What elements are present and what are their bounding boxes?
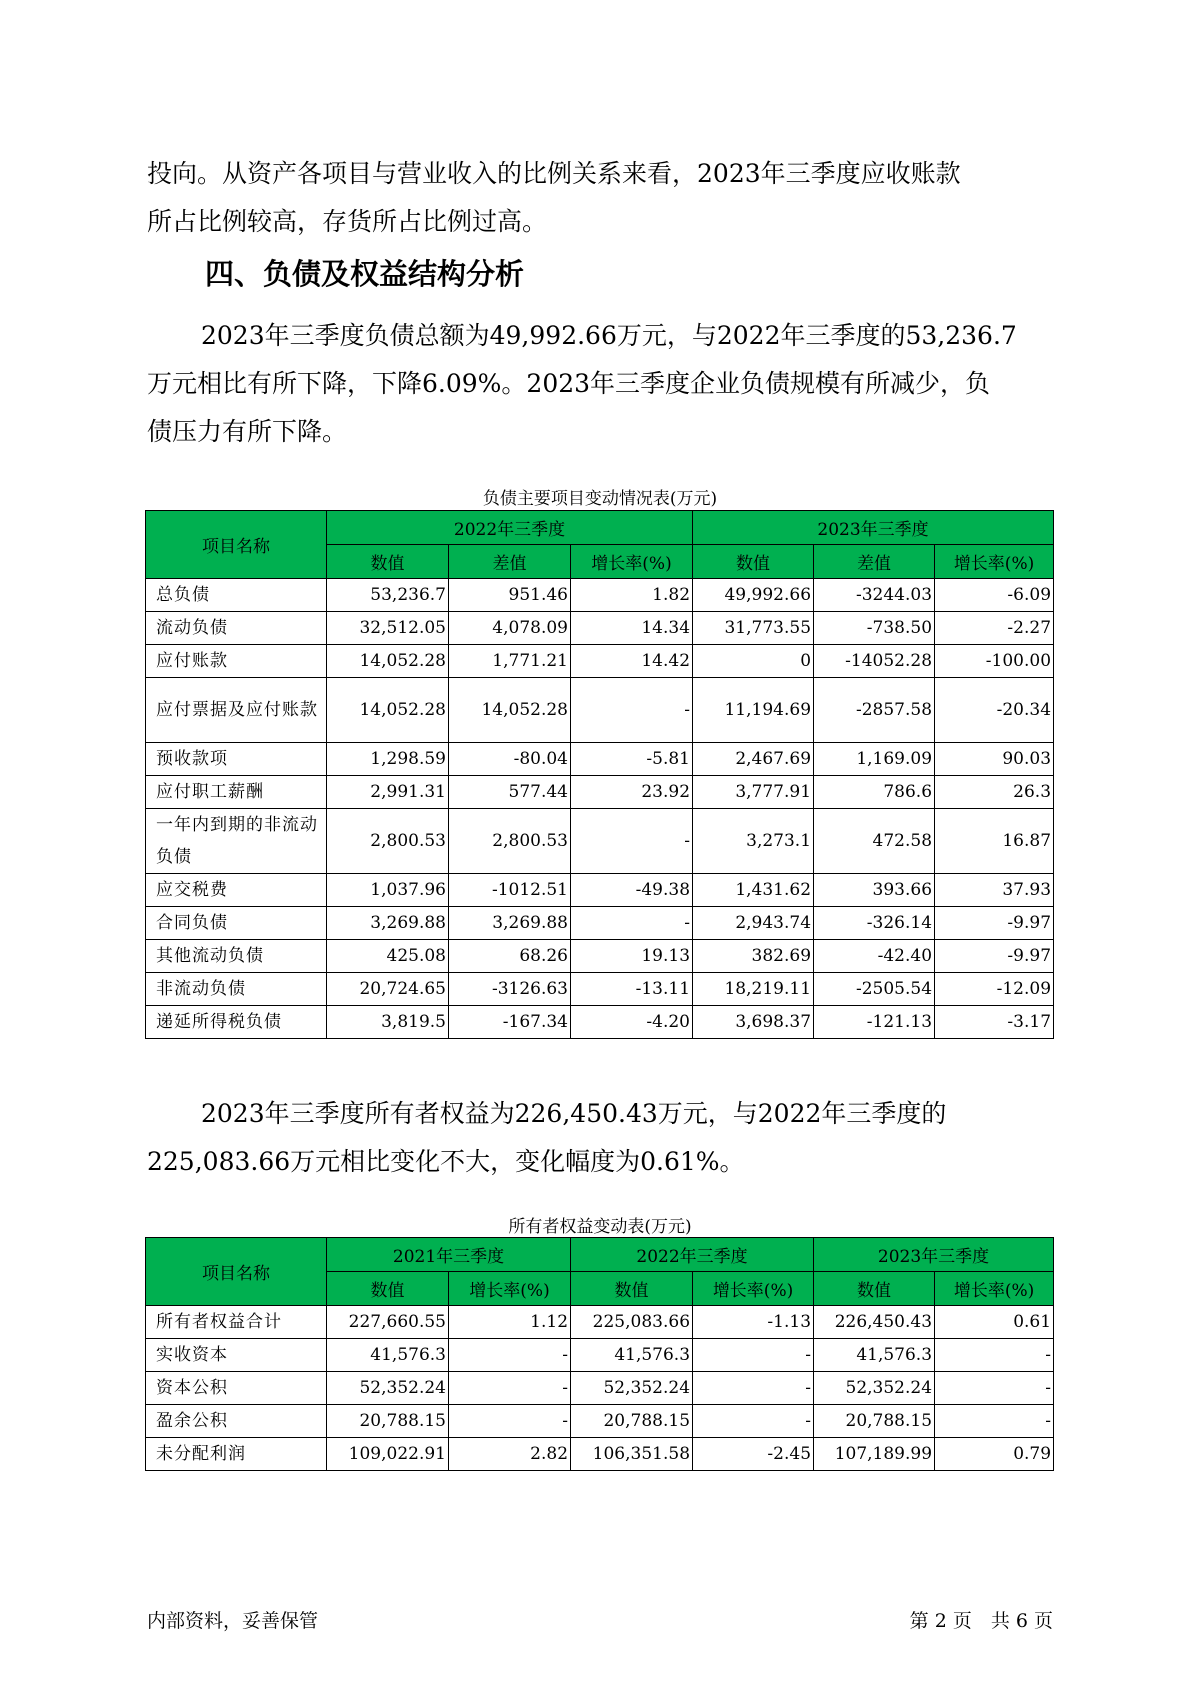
table-cell: - <box>449 1339 571 1372</box>
table-cell: 2,800.53 <box>327 809 449 874</box>
table-cell: -13.11 <box>571 973 693 1006</box>
table-cell: 41,576.3 <box>571 1339 693 1372</box>
table-cell: 393.66 <box>814 874 935 907</box>
liability-table <box>145 510 1054 1039</box>
table-cell: 3,777.91 <box>693 776 814 809</box>
table-cell: -42.40 <box>814 940 935 973</box>
table-cell: 14,052.28 <box>327 645 449 678</box>
table-cell: 107,189.99 <box>814 1438 935 1471</box>
header-item-name: 项目名称 <box>146 1238 327 1306</box>
row-label: 总负债 <box>146 579 327 612</box>
equity-line: 2023年三季度所有者权益为226,450.43万元，与2022年三季度的 <box>201 1099 947 1128</box>
table-cell: 52,352.24 <box>327 1372 449 1405</box>
table-cell: 2,991.31 <box>327 776 449 809</box>
subheader: 数值 <box>571 1272 693 1306</box>
table-cell: 37.93 <box>935 874 1054 907</box>
table-cell: 1.82 <box>571 579 693 612</box>
row-label: 应付账款 <box>146 645 327 678</box>
table-cell: 16.87 <box>935 809 1054 874</box>
table-cell: -167.34 <box>449 1006 571 1039</box>
table-cell: - <box>449 1405 571 1438</box>
table-cell: 3,269.88 <box>449 907 571 940</box>
table-cell: 26.3 <box>935 776 1054 809</box>
table-cell: 0.61 <box>935 1306 1054 1339</box>
table-row <box>146 579 1054 612</box>
row-label: 应交税费 <box>146 874 327 907</box>
table-cell: 14.42 <box>571 645 693 678</box>
table-cell: 425.08 <box>327 940 449 973</box>
table-cell: 11,194.69 <box>693 678 814 743</box>
table-cell: - <box>693 1339 814 1372</box>
subheader: 增长率(%) <box>935 1272 1054 1306</box>
table-cell: 2,467.69 <box>693 743 814 776</box>
header-item-name: 项目名称 <box>146 511 327 579</box>
row-label: 实收资本 <box>146 1339 327 1372</box>
table-cell: -3126.63 <box>449 973 571 1006</box>
table-cell: 14.34 <box>571 612 693 645</box>
footer-left: 内部资料，妥善保管 <box>147 1610 319 1632</box>
table-cell: 20,724.65 <box>327 973 449 1006</box>
row-label: 盈余公积 <box>146 1405 327 1438</box>
table-cell: 32,512.05 <box>327 612 449 645</box>
table2-caption: 所有者权益变动表(万元) <box>508 1217 692 1237</box>
table-cell: -20.34 <box>935 678 1054 743</box>
liability-line: 2023年三季度负债总额为49,992.66万元，与2022年三季度的53,236.7 <box>201 321 1017 350</box>
row-label: 一年内到期的非流动负债 <box>146 809 327 874</box>
subheader: 数值 <box>327 545 449 579</box>
table-cell: - <box>449 1372 571 1405</box>
table-cell: -2.27 <box>935 612 1054 645</box>
table-cell: -12.09 <box>935 973 1054 1006</box>
subheader: 增长率(%) <box>449 1272 571 1306</box>
table-row <box>146 907 1054 940</box>
table-row <box>146 1405 1054 1438</box>
table-cell: -5.81 <box>571 743 693 776</box>
section-heading: 四、负债及权益结构分析 <box>205 257 525 291</box>
table-cell: 472.58 <box>814 809 935 874</box>
table-cell: 2.82 <box>449 1438 571 1471</box>
table-cell: 19.13 <box>571 940 693 973</box>
table-cell: 1.12 <box>449 1306 571 1339</box>
table-cell: 1,431.62 <box>693 874 814 907</box>
table-cell: -6.09 <box>935 579 1054 612</box>
table-cell: 4,078.09 <box>449 612 571 645</box>
table-cell: 23.92 <box>571 776 693 809</box>
table-cell: 41,576.3 <box>327 1339 449 1372</box>
table-cell: 1,037.96 <box>327 874 449 907</box>
intro-paragraph <box>147 150 1057 246</box>
table-cell: 0.79 <box>935 1438 1054 1471</box>
table-cell: 3,698.37 <box>693 1006 814 1039</box>
table-cell: 109,022.91 <box>327 1438 449 1471</box>
table-cell: 225,083.66 <box>571 1306 693 1339</box>
header-period: 2021年三季度 <box>327 1238 571 1272</box>
table-cell: 14,052.28 <box>327 678 449 743</box>
table-cell: 31,773.55 <box>693 612 814 645</box>
header-period: 2023年三季度 <box>693 511 1054 545</box>
table-cell: -3.17 <box>935 1006 1054 1039</box>
table-cell: -326.14 <box>814 907 935 940</box>
header-period: 2023年三季度 <box>814 1238 1054 1272</box>
table-cell: 786.6 <box>814 776 935 809</box>
table-row <box>146 1306 1054 1339</box>
table-cell: 2,943.74 <box>693 907 814 940</box>
table-cell: 106,351.58 <box>571 1438 693 1471</box>
table-row <box>146 743 1054 776</box>
table-cell: - <box>935 1339 1054 1372</box>
table-row <box>146 1339 1054 1372</box>
table-cell: - <box>571 907 693 940</box>
table-cell: -9.97 <box>935 907 1054 940</box>
table-cell: -14052.28 <box>814 645 935 678</box>
subheader: 数值 <box>693 545 814 579</box>
table-cell: 49,992.66 <box>693 579 814 612</box>
row-label: 应付职工薪酬 <box>146 776 327 809</box>
table-row <box>146 612 1054 645</box>
table-cell: 577.44 <box>449 776 571 809</box>
table-cell: 1,298.59 <box>327 743 449 776</box>
table-cell: - <box>693 1405 814 1438</box>
header-period: 2022年三季度 <box>571 1238 814 1272</box>
subheader: 数值 <box>327 1272 449 1306</box>
row-label: 预收款项 <box>146 743 327 776</box>
table-cell: - <box>571 678 693 743</box>
table-cell: 20,788.15 <box>327 1405 449 1438</box>
table-cell: 41,576.3 <box>814 1339 935 1372</box>
footer-right: 第 2 页 共 6 页 <box>909 1610 1053 1632</box>
table-cell: 3,269.88 <box>327 907 449 940</box>
row-label: 应付票据及应付账款 <box>146 678 327 743</box>
subheader: 增长率(%) <box>935 545 1054 579</box>
subheader: 数值 <box>814 1272 935 1306</box>
table-cell: 227,660.55 <box>327 1306 449 1339</box>
table-cell: -49.38 <box>571 874 693 907</box>
table-row <box>146 645 1054 678</box>
intro-line: 投向。从资产各项目与营业收入的比例关系来看，2023年三季度应收账款 <box>147 159 961 188</box>
row-label: 合同负债 <box>146 907 327 940</box>
table-cell: 20,788.15 <box>814 1405 935 1438</box>
row-label: 递延所得税负债 <box>146 1006 327 1039</box>
equity-line: 225,083.66万元相比变化不大，变化幅度为0.61%。 <box>147 1147 745 1176</box>
table-cell: 226,450.43 <box>814 1306 935 1339</box>
table-cell: -4.20 <box>571 1006 693 1039</box>
subheader: 增长率(%) <box>571 545 693 579</box>
table-cell: - <box>693 1372 814 1405</box>
table-cell: -80.04 <box>449 743 571 776</box>
table-cell: -2.45 <box>693 1438 814 1471</box>
row-label: 非流动负债 <box>146 973 327 1006</box>
equity-table <box>145 1237 1054 1471</box>
table1-caption: 负债主要项目变动情况表(万元) <box>482 489 718 509</box>
table-cell: -9.97 <box>935 940 1054 973</box>
table-cell: -1.13 <box>693 1306 814 1339</box>
table-cell: 951.46 <box>449 579 571 612</box>
table-cell: -1012.51 <box>449 874 571 907</box>
liability-paragraph <box>147 312 1057 456</box>
table-cell: 14,052.28 <box>449 678 571 743</box>
table-row <box>146 973 1054 1006</box>
table-cell: -121.13 <box>814 1006 935 1039</box>
row-label: 未分配利润 <box>146 1438 327 1471</box>
table-cell: -3244.03 <box>814 579 935 612</box>
table-cell: - <box>935 1405 1054 1438</box>
table-cell: - <box>935 1372 1054 1405</box>
table-cell: 0 <box>693 645 814 678</box>
table-cell: 1,771.21 <box>449 645 571 678</box>
header-period: 2022年三季度 <box>327 511 693 545</box>
table-cell: 52,352.24 <box>814 1372 935 1405</box>
liability-line: 万元相比有所下降，下降6.09%。2023年三季度企业负债规模有所减少，负 <box>147 369 991 398</box>
equity-table-body <box>146 1306 1054 1471</box>
table-cell: 382.69 <box>693 940 814 973</box>
table-row <box>146 1438 1054 1471</box>
subheader: 差值 <box>814 545 935 579</box>
table-cell: 20,788.15 <box>571 1405 693 1438</box>
table-cell: 1,169.09 <box>814 743 935 776</box>
row-label: 资本公积 <box>146 1372 327 1405</box>
table-cell: 53,236.7 <box>327 579 449 612</box>
table-cell: 3,819.5 <box>327 1006 449 1039</box>
table-row <box>146 1006 1054 1039</box>
table-cell: 18,219.11 <box>693 973 814 1006</box>
table-cell: 52,352.24 <box>571 1372 693 1405</box>
intro-line: 所占比例较高，存货所占比例过高。 <box>147 207 548 236</box>
table-row <box>146 1372 1054 1405</box>
table-cell: -2505.54 <box>814 973 935 1006</box>
table-cell: 3,273.1 <box>693 809 814 874</box>
table-row <box>146 809 1054 874</box>
table-cell: 68.26 <box>449 940 571 973</box>
table-cell: - <box>571 809 693 874</box>
liability-line: 债压力有所下降。 <box>147 417 348 446</box>
row-label: 流动负债 <box>146 612 327 645</box>
table-row <box>146 776 1054 809</box>
table-cell: -100.00 <box>935 645 1054 678</box>
subheader: 差值 <box>449 545 571 579</box>
table-row <box>146 678 1054 743</box>
table-row <box>146 940 1054 973</box>
table-cell: 90.03 <box>935 743 1054 776</box>
equity-paragraph <box>147 1090 1057 1186</box>
table-cell: -738.50 <box>814 612 935 645</box>
table-cell: 2,800.53 <box>449 809 571 874</box>
row-label: 所有者权益合计 <box>146 1306 327 1339</box>
subheader: 增长率(%) <box>693 1272 814 1306</box>
table-cell: -2857.58 <box>814 678 935 743</box>
row-label: 其他流动负债 <box>146 940 327 973</box>
table-row <box>146 874 1054 907</box>
liability-table-body <box>146 579 1054 1039</box>
